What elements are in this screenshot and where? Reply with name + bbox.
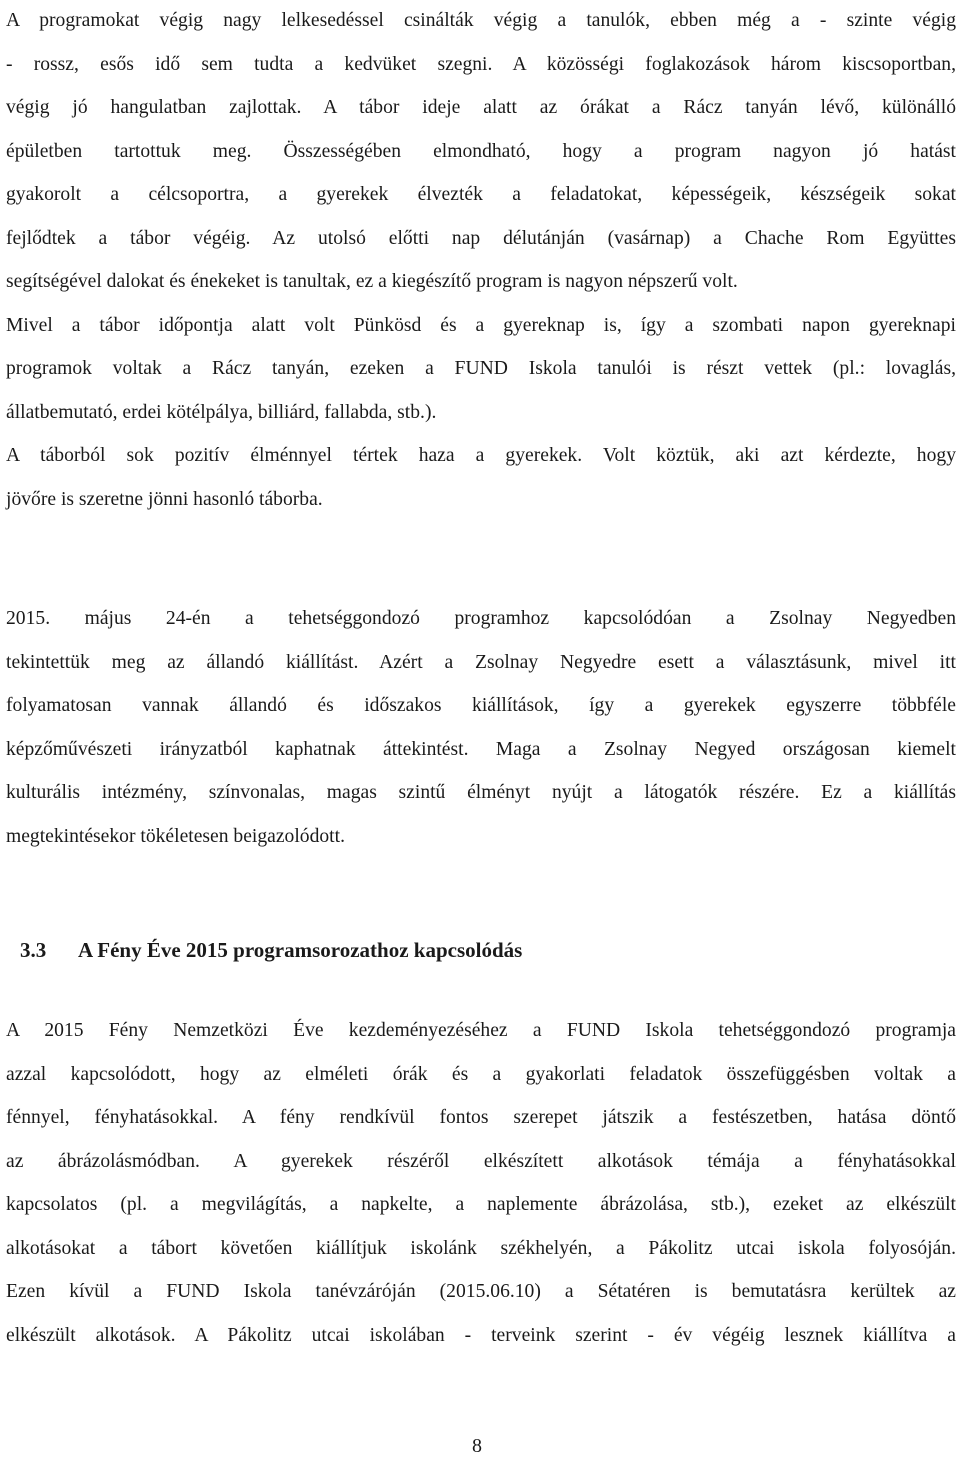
- text-line: gyakorolt a célcsoportra, a gyerekek élvezték a feladatokat, képességeik, készségeik sokat: [6, 184, 956, 205]
- text-line: 2015. május 24-én a tehetséggondozó programhoz kapcsolódóan a Zsolnay Negyedben: [6, 608, 956, 629]
- section-number: 3.3: [20, 938, 47, 962]
- section-title: A Fény Éve 2015 programsorozathoz kapcsolódás: [78, 938, 523, 962]
- text-line: kapcsolatos (pl. a megvilágítás, a napkelte, a naplemente ábrázolása, stb.), ezeket az elkészült: [6, 1194, 956, 1215]
- section-heading: [20, 928, 522, 972]
- text-line: alkotásokat a tábort követően kiállítjuk iskolánk székhelyén, a Pákolitz utcai iskola folyosóján.: [6, 1237, 956, 1259]
- paragraph-camp-summary: [6, 0, 956, 521]
- text-line: képzőművészeti irányzatból kaphatnak áttekintést. Maga a Zsolnay Negyed országosan kiemelt: [6, 738, 956, 760]
- text-line: A programokat végig nagy lelkesedéssel csinálták végig a tanulók, ebben még a - szinte végig: [6, 10, 956, 31]
- paragraph-zsolnay-visit: [6, 597, 956, 858]
- paragraph-light-year: [6, 1009, 956, 1357]
- text-line: segítségével dalokat és énekeket is tanultak, ez a kiegészítő program is nagyon népszerű volt.: [6, 271, 738, 292]
- text-line: elkészült alkotások. A Pákolitz utcai iskolában - terveink szerint - év végéig lesznek kiállítva a: [6, 1324, 956, 1346]
- page-number: 8: [472, 1435, 482, 1457]
- text-line: végig jó hangulatban zajlottak. A tábor ideje alatt az órákat a Rácz tanyán lévő, különálló: [6, 97, 956, 118]
- text-line: fénnyel, fényhatásokkal. A fény rendkívül fontos szerepet játszik a festészetben, hatása döntő: [6, 1107, 956, 1128]
- text-line: Mivel a tábor időpontja alatt volt Pünkösd és a gyereknap is, így a szombati napon gyereknapi: [6, 314, 956, 336]
- text-line: - rossz, esős idő sem tudta a kedvüket szegni. A közösségi foglakozások három kiscsoportban,: [6, 53, 956, 75]
- text-line: állatbemutató, erdei kötélpálya, billiárd, fallabda, stb.).: [6, 401, 437, 423]
- text-line: jövőre is szeretne jönni hasonló táborba.: [6, 488, 323, 510]
- text-line: épületben tartottuk meg. Összességében elmondható, hogy a program nagyon jó hatást: [6, 140, 956, 162]
- text-line: az ábrázolásmódban. A gyerekek részéről elkészített alkotások témája a fényhatásokkal: [6, 1150, 956, 1172]
- text-line: A 2015 Fény Nemzetközi Éve kezdeményezéséhez a FUND Iskola tehetséggondozó programja: [6, 1020, 956, 1041]
- text-line: tekintettük meg az állandó kiállítást. Azért a Zsolnay Negyedre esett a választásunk, mivel itt: [6, 651, 956, 673]
- document-page: [6, 0, 956, 1464]
- text-line: azzal kapcsolódott, hogy az elméleti órák és a gyakorlati feladatok összefüggésben voltak a: [6, 1063, 956, 1085]
- text-line: programok voltak a Rácz tanyán, ezeken a FUND Iskola tanulói is részt vettek (pl.: lovaglás,: [6, 358, 956, 379]
- text-line: Ezen kívül a FUND Iskola tanévzáróján (2015.06.10) a Sétatéren is bemutatásra kerültek az: [6, 1281, 956, 1302]
- text-line: A táborból sok pozitív élménnyel tértek haza a gyerekek. Volt köztük, aki azt kérdezte, hogy: [6, 445, 956, 466]
- text-line: fejlődtek a tábor végéig. Az utolsó előtti nap délutánján (vasárnap) a Chache Rom Együttes: [6, 227, 956, 249]
- text-line: kulturális intézmény, színvonalas, magas szintű élményt nyújt a látogatók részére. Ez a kiállítás: [6, 782, 956, 803]
- text-line: megtekintésekor tökéletesen beigazolódott.: [6, 825, 345, 847]
- text-line: folyamatosan vannak állandó és időszakos kiállítások, így a gyerekek egyszerre többféle: [6, 695, 956, 716]
